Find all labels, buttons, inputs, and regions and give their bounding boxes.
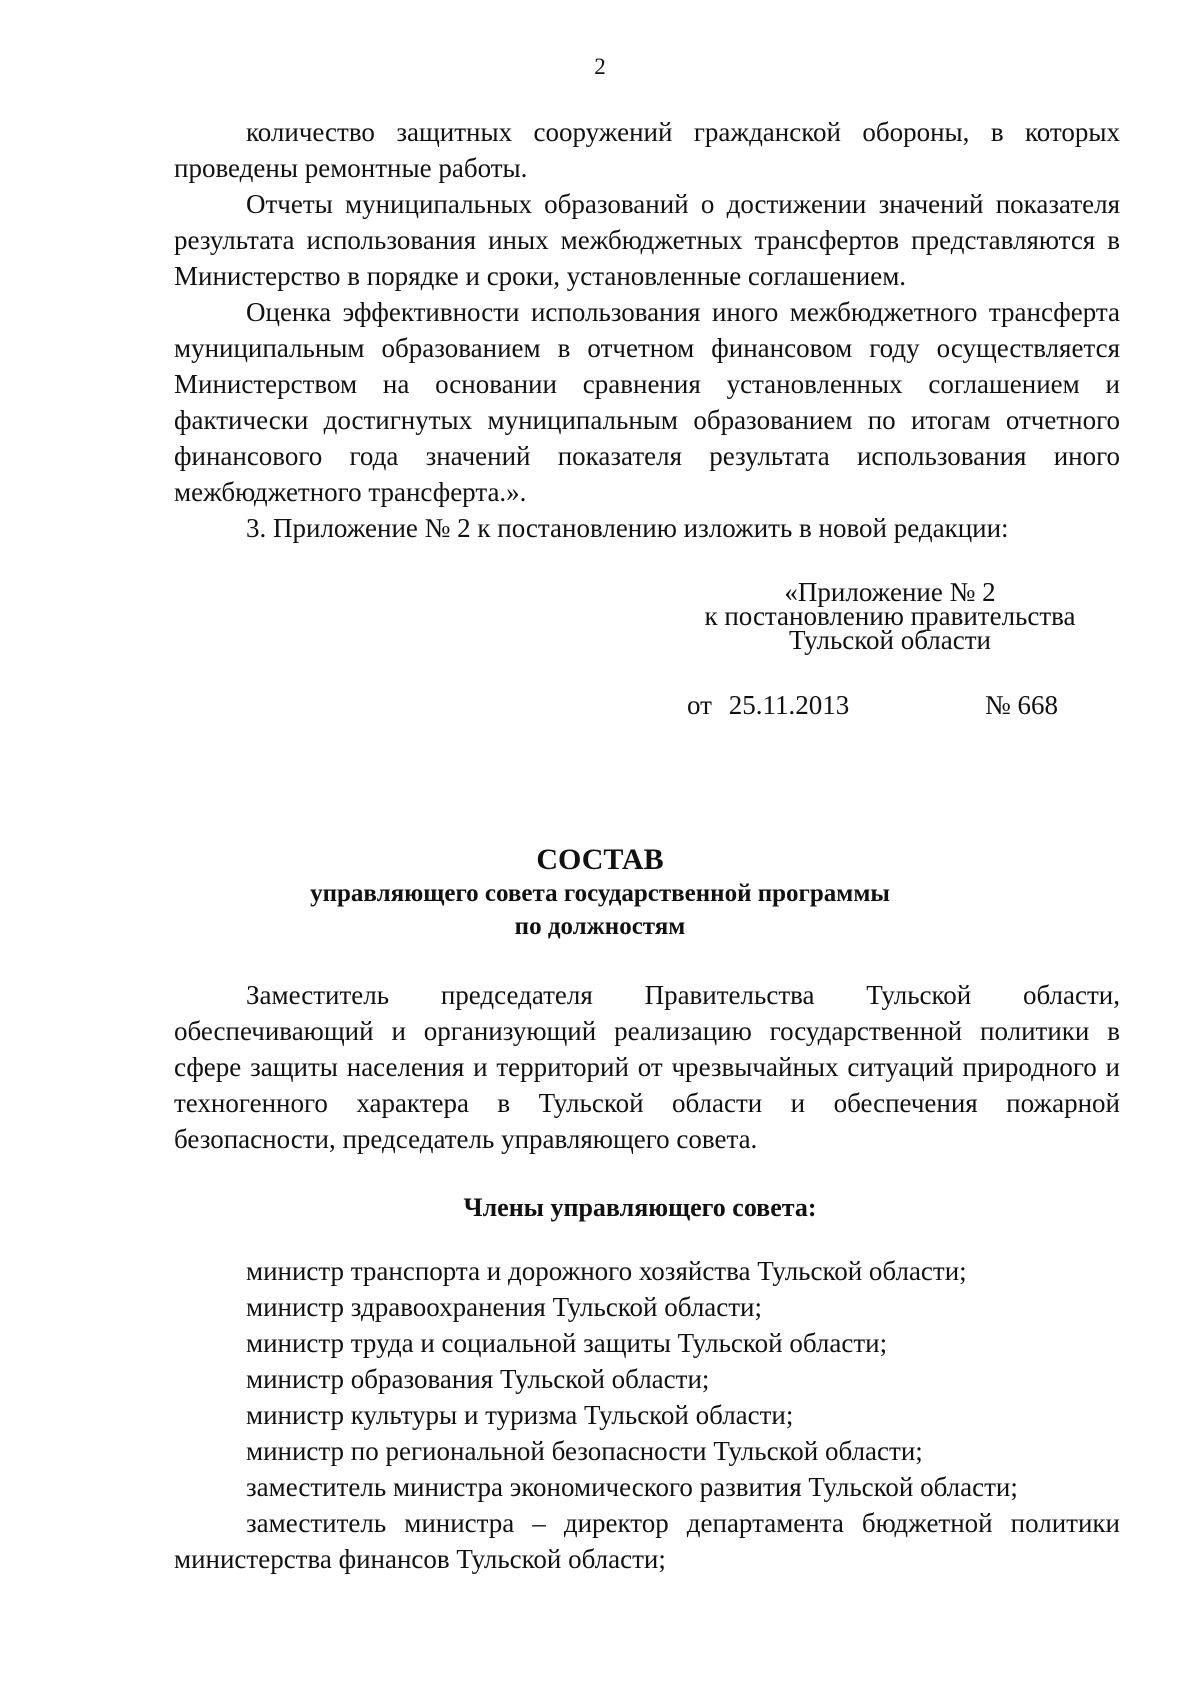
annex-number: № 668 — [985, 690, 1059, 720]
list-item: министр образования Тульской области; — [246, 1364, 710, 1394]
annex-line: Тульской области — [789, 625, 991, 655]
list-item: министр здравоохранения Тульской области; — [246, 1292, 763, 1322]
list-item: министр транспорта и дорожного хозяйства Тульской области; — [246, 1256, 967, 1286]
paragraph: Заместитель председателя Правительства Тульской области, обеспечивающий и организующий реализацию государственной политики в сфере защиты населения и территорий от чрезвычайных ситуаций природного и техногенного характера в Тульской области и обеспечения пожарной безопасности, председатель управляющего совета. — [174, 980, 1120, 1154]
annex-date-prefix: от — [687, 690, 712, 720]
annex-header — [680, 577, 1100, 655]
annex-line: к постановлению правительства — [704, 601, 1076, 631]
heading-subtitle: управляющего совета государственной программы — [310, 880, 890, 907]
heading-title: СОСТАВ — [536, 843, 664, 876]
section-heading — [0, 843, 1200, 943]
list-item: министр культуры и туризма Тульской области; — [246, 1400, 794, 1430]
members-list — [174, 1253, 1120, 1577]
heading-subtitle: по должностям — [514, 913, 686, 940]
list-item: министр труда и социальной защиты Тульской области; — [246, 1328, 888, 1358]
annex-date: 25.11.2013 — [728, 690, 850, 720]
chairman-text — [174, 977, 1120, 1157]
list-item: заместитель министра – директор департамента бюджетной политики министерства финансов Тульской области; — [174, 1508, 1120, 1574]
list-item: заместитель министра экономического развития Тульской области; — [246, 1472, 1018, 1502]
annex-date-row — [687, 690, 849, 721]
paragraph: количество защитных сооружений гражданской обороны, в которых проведены ремонтные работы. — [174, 117, 1120, 183]
intro-text — [174, 114, 1120, 546]
page-number: 2 — [594, 54, 606, 79]
list-item: министр по региональной безопасности Тульской области; — [246, 1436, 923, 1466]
paragraph: Оценка эффективности использования иного межбюджетного трансферта муниципальным образованием в отчетном финансовом году осуществляется Министерством на основании сравнения установленных соглашением и фактически достигнутых муниципальным образованием по итогам отчетного финансового года значений показателя результата использования иного межбюджетного трансферта.». — [174, 297, 1120, 507]
annex-title: «Приложение № 2 — [784, 577, 996, 607]
paragraph: 3. Приложение № 2 к постановлению изложить в новой редакции: — [246, 513, 1009, 543]
paragraph: Отчеты муниципальных образований о достижении значений показателя результата использования иных межбюджетных трансфертов представляются в Министерство в порядке и сроки, установленные соглашением. — [174, 189, 1120, 291]
members-heading: Члены управляющего совета: — [463, 1193, 817, 1222]
